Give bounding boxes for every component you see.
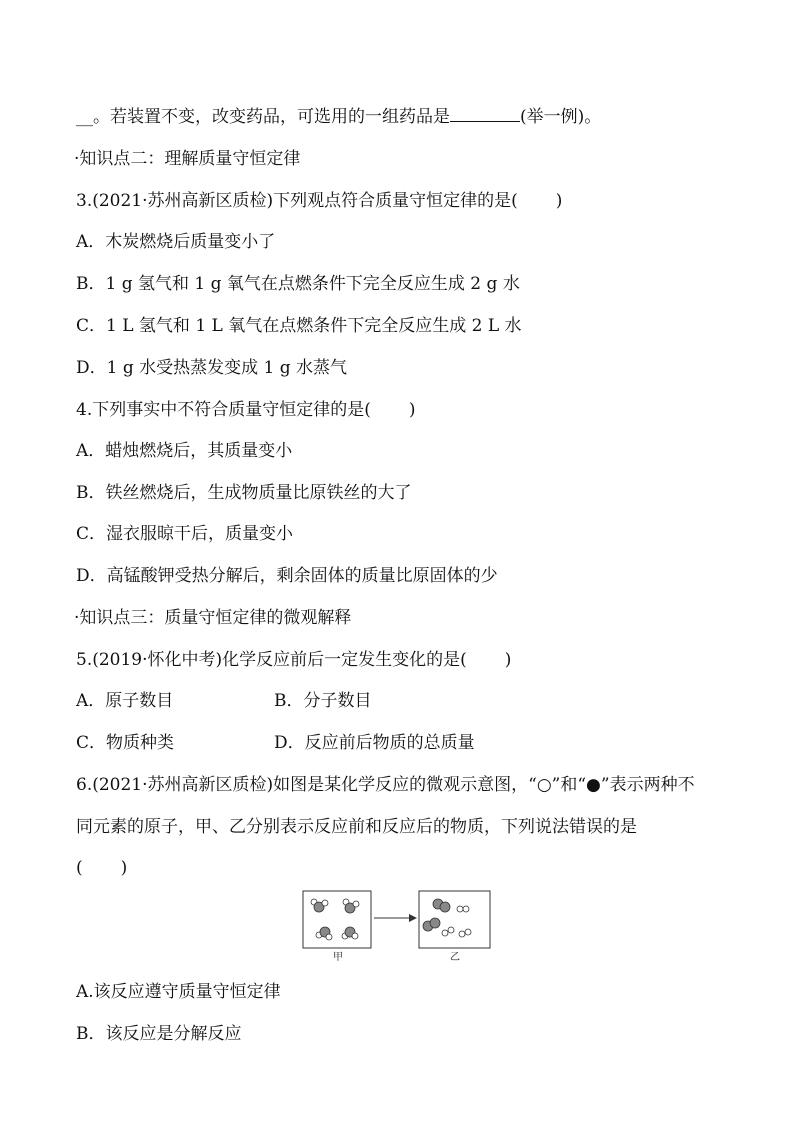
q4-option-b: B．铁丝燃烧后，生成物质量比原铁丝的大了 [76,483,412,503]
close-paren: ) [408,400,416,420]
q5-option-a: A．原子数目 [76,691,174,711]
q3-option-c: C．1 L 氢气和 1 L 氧气在点燃条件下完全反应生成 2 L 水 [76,316,522,336]
question-4-stem [76,398,416,422]
question-2-continuation [76,105,601,129]
close-paren: ) [504,650,512,670]
q5-option-b: B．分子数目 [274,691,372,711]
q4-text: 4.下列事实中不符合质量守恒定律的是( [76,400,371,420]
label-before: 甲 [333,952,343,963]
reaction-micro-diagram [302,890,494,963]
answer-blank[interactable] [450,107,520,122]
question-5-stem [76,648,511,672]
label-after: 乙 [450,952,460,963]
knowledge-point-3-heading: ·知识点三：质量守恒定律的微观解释 [74,608,352,628]
q5-option-c: C．物质种类 [76,733,175,753]
q3-option-d: D．1 g 水受热蒸发变成 1 g 水蒸气 [76,358,348,378]
q4-option-a: A．蜡烛燃烧后，其质量变小 [76,441,293,461]
close-paren: ) [120,858,128,878]
q4-option-c: C．湿衣服晾干后，质量变小 [76,524,294,544]
q5-text: 5.(2019·怀化中考)化学反应前后一定发生变化的是( [76,650,467,670]
question-6-stem-line-2: 同元素的原子，甲、乙分别表示反应前和反应后的物质，下列说法错误的是 [76,817,637,837]
q6-option-a: A.该反应遵守质量守恒定律 [76,982,281,1002]
open-paren: ( [76,858,83,878]
question-3-stem [76,189,562,213]
q3-text: 3.(2021·苏州高新区质检)下列观点符合质量守恒定律的是( [76,191,518,211]
knowledge-point-2-heading: ·知识点二：理解质量守恒定律 [74,149,301,169]
question-6-stem-line-1: 6.(2021·苏州高新区质检)如图是某化学反应的微观示意图，“○”和“●”表示两种不 [76,775,695,795]
q3-option-a: A．木炭燃烧后质量变小了 [76,232,276,252]
q2-text: __。若装置不变，改变药品，可选用的一组药品是 [76,107,450,127]
q2-text-end: (举一例)。 [520,107,602,127]
q3-option-b: B．1 g 氢气和 1 g 氧气在点燃条件下完全反应生成 2 g 水 [76,274,520,294]
close-paren: ) [555,191,563,211]
reaction-diagram-svg [302,890,494,950]
question-6-stem-line-3 [76,856,127,880]
q4-option-d: D．高锰酸钾受热分解后，剩余固体的质量比原固体的少 [76,566,498,586]
q6-option-b: B．该反应是分解反应 [76,1024,242,1044]
q5-option-d: D．反应前后物质的总质量 [274,733,475,753]
after-reaction-box [419,891,490,948]
